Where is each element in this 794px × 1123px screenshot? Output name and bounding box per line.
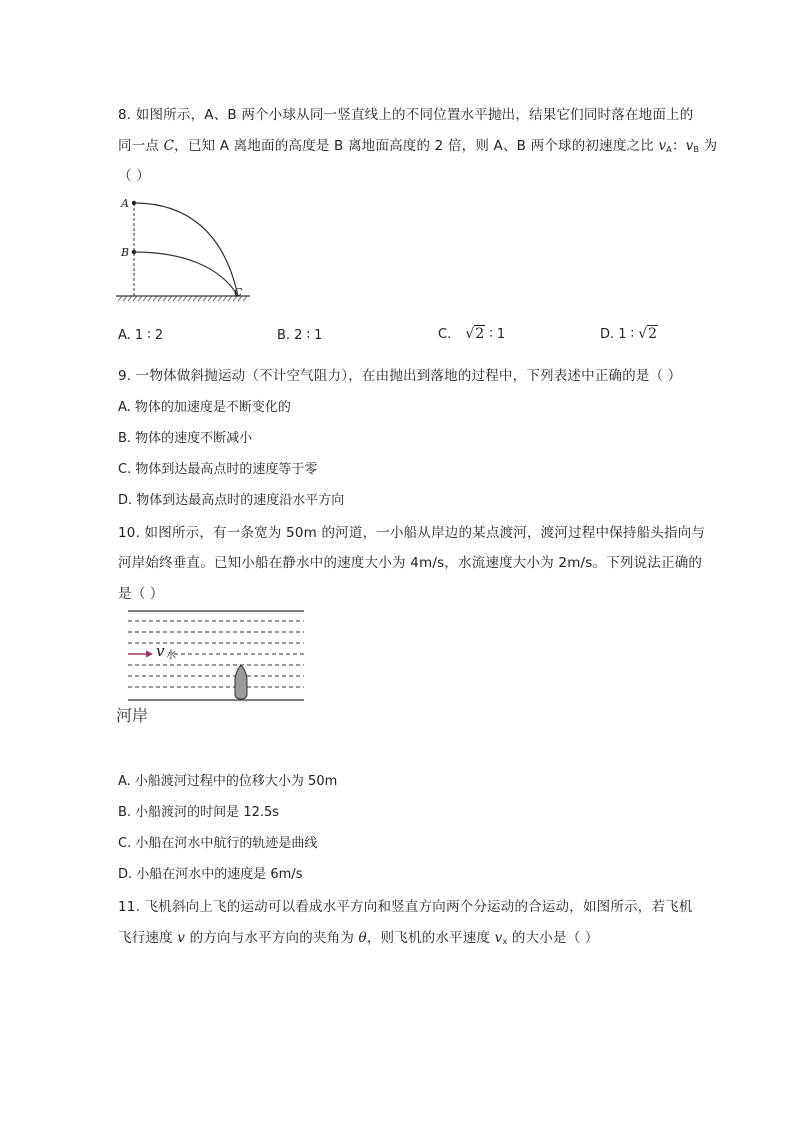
q8-option-c-prefix: C. bbox=[438, 327, 452, 342]
label-a: A bbox=[121, 197, 129, 210]
q8-projectile-figure bbox=[112, 192, 252, 304]
q11-line2-mid: 的方向与水平方向的夹角为 bbox=[185, 930, 359, 946]
q10-stem-line3: 是（ ） bbox=[118, 586, 164, 602]
label-b: B bbox=[121, 246, 130, 259]
q11-line2-post: 的大小是（ ） bbox=[507, 930, 599, 946]
q11-line2-mid2: ，则飞机的水平速度 bbox=[366, 930, 495, 946]
q10-stem-line2: 河岸始终垂直。已知小船在静水中的速度大小为 4m/s，水流速度大小为 2m/s。下列说法正确的 bbox=[118, 555, 703, 571]
water-flow-arrow bbox=[128, 651, 153, 658]
trajectory-a bbox=[134, 203, 238, 296]
sqrt-symbol: √2 bbox=[465, 326, 485, 342]
q8-line2-pre: 同一点 bbox=[118, 138, 164, 154]
q10-option-d: D. 小船在河水中的速度是 6m/s bbox=[118, 867, 303, 882]
trajectory-b bbox=[134, 252, 238, 296]
q8-ratio-sep: ： bbox=[671, 138, 686, 154]
q10-river-figure bbox=[114, 606, 310, 730]
q10-option-b: B. 小船渡河的时间是 12.5s bbox=[118, 805, 280, 820]
river-bank-label: 河岸 bbox=[116, 706, 149, 725]
water-dashed-lines bbox=[128, 621, 304, 687]
q10-option-a: A. 小船渡河过程中的位移大小为 50m bbox=[118, 774, 338, 789]
q8-stem-line1: 8. 如图所示，A、B 两个小球从同一竖直线上的不同位置水平抛出，结果它们同时落在地面上的 bbox=[118, 107, 694, 123]
q11-vx: v bbox=[494, 930, 503, 946]
q11-stem-line2 bbox=[118, 926, 599, 946]
q11-theta: θ bbox=[358, 930, 367, 946]
q11-line2-pre: 飞行速度 bbox=[118, 930, 178, 946]
v-water-sub: 水 bbox=[166, 650, 176, 661]
q8-line2-post: 为 bbox=[699, 138, 718, 154]
q8-option-a: A. 1 ∶ 2 bbox=[118, 328, 164, 343]
q9-stem: 9. 一物体做斜抛运动（不计空气阻力），在由抛出到落地的过程中，下列表述中正确的是（ ） bbox=[118, 368, 682, 384]
q8-line2-mid: ，已知 A 离地面的高度是 B 离地面高度的 2 倍，则 A、B 两个球的初速度之比 bbox=[174, 138, 659, 154]
q11-stem-line1: 11. 飞机斜向上飞的运动可以看成水平方向和竖直方向两个分运动的合运动，如图所示，若飞机 bbox=[118, 899, 693, 915]
q8-option-c bbox=[438, 326, 505, 342]
boat-icon bbox=[235, 665, 247, 699]
q8-answer-paren: （ ） bbox=[118, 168, 150, 184]
q9-option-c: C. 物体到达最高点时的速度等于零 bbox=[118, 462, 318, 477]
q8-option-d bbox=[600, 326, 658, 342]
q8-vb-sub: B bbox=[693, 145, 700, 154]
q10-stem-line1: 10. 如图所示，有一条宽为 50m 的河道，一小船从岸边的某点渡河，渡河过程中保持船头指向与 bbox=[118, 525, 706, 541]
q8-va-sub: A bbox=[666, 145, 672, 154]
q10-option-c: C. 小船在河水中航行的轨迹是曲线 bbox=[118, 836, 318, 851]
q8-option-d-prefix: D. 1 ∶ bbox=[600, 327, 635, 342]
q8-vb: v bbox=[685, 138, 694, 154]
q8-option-b: B. 2 ∶ 1 bbox=[277, 328, 323, 343]
q11-vx-sub: x bbox=[502, 937, 508, 946]
q8-va: v bbox=[658, 138, 667, 154]
q8-option-c-suffix: ∶ 1 bbox=[489, 327, 506, 342]
q11-v: v bbox=[177, 930, 186, 946]
label-c: C bbox=[234, 286, 243, 299]
q8-stem-line2 bbox=[118, 134, 717, 154]
q9-option-b: B. 物体的速度不断减小 bbox=[118, 431, 253, 446]
q9-option-d: D. 物体到达最高点时的速度沿水平方向 bbox=[118, 493, 345, 508]
sqrt-symbol: √2 bbox=[638, 326, 658, 342]
q9-option-a: A. 物体的加速度是不断变化的 bbox=[118, 400, 291, 415]
v-water-label: v bbox=[156, 642, 165, 660]
ground-line bbox=[116, 296, 250, 301]
q8-point-c: C bbox=[163, 138, 175, 154]
